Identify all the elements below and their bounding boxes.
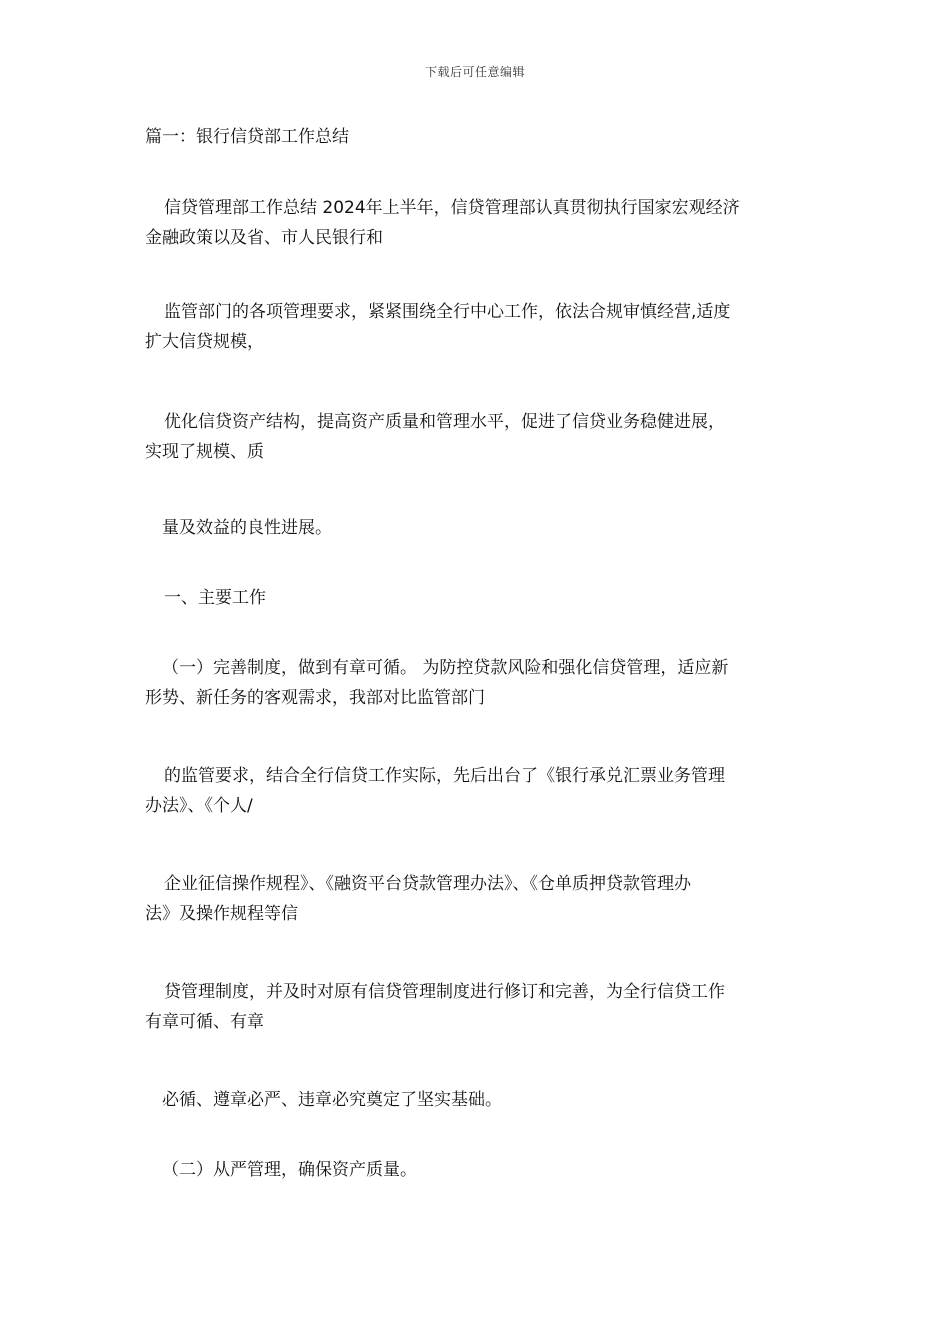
paragraph xyxy=(145,653,810,713)
paragraph xyxy=(145,513,810,543)
paragraph xyxy=(145,1085,810,1115)
paragraph xyxy=(145,977,810,1037)
paragraph-line: 必循、遵章必严、违章必究奠定了坚实基础。 xyxy=(162,1090,502,1110)
page-header: 下载后可任意编辑 xyxy=(424,65,525,79)
paragraph-line: 扩大信贷规模， xyxy=(145,332,264,352)
paragraph xyxy=(145,193,810,253)
paragraph xyxy=(145,297,810,357)
paragraph-line: 形势、新任务的客观需求，我部对比监管部门 xyxy=(145,688,485,708)
section-heading xyxy=(145,1155,810,1185)
paragraph-line: 一、主要工作 xyxy=(164,588,266,608)
paragraph-line: 的监管要求，结合全行信贷工作实际，先后出台了《银行承兑汇票业务管理 xyxy=(164,766,725,786)
paragraph-line: 法》及操作规程等信 xyxy=(145,904,298,924)
paragraph-line: 企业征信操作规程》、《融资平台贷款管理办法》、《仓单质押贷款管理办 xyxy=(164,874,691,894)
document-title: 篇一：银行信贷部工作总结 xyxy=(145,127,349,147)
paragraph xyxy=(145,407,810,467)
paragraph-line: 优化信贷资产结构，提高资产质量和管理水平，促进了信贷业务稳健进展， xyxy=(164,412,725,432)
paragraph-line: 贷管理制度，并及时对原有信贷管理制度进行修订和完善，为全行信贷工作 xyxy=(164,982,725,1002)
paragraph-line: （二）从严管理，确保资产质量。 xyxy=(162,1160,417,1180)
paragraph-line: 金融政策以及省、市人民银行和 xyxy=(145,228,383,248)
paragraph-line: 实现了规模、质 xyxy=(145,442,264,462)
paragraph-line: 信贷管理部工作总结 2024年上半年，信贷管理部认真贯彻执行国家宏观经济 xyxy=(164,198,740,218)
paragraph-line: 办法》、《个人/ xyxy=(145,796,253,816)
paragraph-line: 监管部门的各项管理要求，紧紧围绕全行中心工作，依法合规审慎经营,适度 xyxy=(164,302,731,322)
paragraph-line: 有章可循、有章 xyxy=(145,1012,264,1032)
paragraph xyxy=(145,761,810,821)
paragraph-line: 量及效益的良性进展。 xyxy=(162,518,332,538)
paragraph-line: （一）完善制度，做到有章可循。 为防控贷款风险和强化信贷管理，适应新 xyxy=(162,658,729,678)
section-heading xyxy=(145,583,810,613)
paragraph xyxy=(145,869,810,929)
